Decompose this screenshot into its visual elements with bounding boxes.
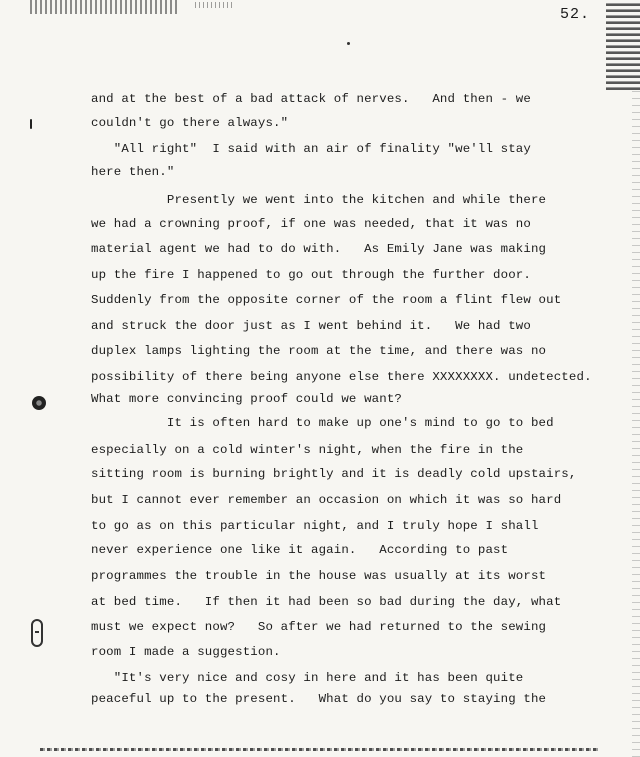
- text-line: especially on a cold winter's night, when the fire in the: [91, 443, 524, 457]
- text-line: room I made a suggestion.: [91, 645, 281, 659]
- text-line: peaceful up to the present. What do you say to staying the: [91, 692, 547, 706]
- scan-artifact-right-strip: [632, 90, 640, 757]
- text-line: Suddenly from the opposite corner of the room a flint flew out: [91, 293, 562, 307]
- text-line: here then.": [91, 165, 175, 179]
- text-line: must we expect now? So after we had returned to the sewing: [91, 620, 547, 634]
- binder-clip-mark: [31, 619, 43, 647]
- text-line: It is often hard to make up one's mind to go to bed: [91, 416, 554, 430]
- text-line: and struck the door just as I went behind it. We had two: [91, 319, 531, 333]
- text-line: material agent we had to do with. As Emily Jane was making: [91, 242, 547, 256]
- scan-artifact-bottom-edge: [40, 748, 600, 751]
- text-line: duplex lamps lighting the room at the time, and there was no: [91, 344, 547, 358]
- text-line: we had a crowning proof, if one was needed, that it was no: [91, 217, 531, 231]
- scan-artifact-top: [30, 0, 180, 14]
- text-line: at bed time. If then it had been so bad during the day, what: [91, 595, 562, 609]
- text-line: What more convincing proof could we want?: [91, 392, 403, 406]
- text-line: up the fire I happened to go out through the further door.: [91, 268, 531, 282]
- page-number: 52.: [560, 6, 591, 23]
- text-line: sitting room is burning brightly and it is deadly cold upstairs,: [91, 467, 577, 481]
- punch-hole-middle: [32, 396, 46, 410]
- text-line: never experience one like it again. According to past: [91, 543, 509, 557]
- text-line: "It's very nice and cosy in here and it has been quite: [91, 671, 524, 685]
- text-line: possibility of there being anyone else there XXXXXXXX. undetected.: [91, 370, 592, 384]
- text-line: Presently we went into the kitchen and while there: [91, 193, 547, 207]
- text-line: couldn't go there always.": [91, 116, 289, 130]
- text-line: programmes the trouble in the house was usually at its worst: [91, 569, 547, 583]
- text-line: "All right" I said with an air of finality "we'll stay: [91, 142, 531, 156]
- scan-artifact-top-small: [195, 2, 235, 8]
- text-line: to go as on this particular night, and I truly hope I shall: [91, 519, 539, 533]
- scan-speck: [347, 42, 350, 45]
- text-line: but I cannot ever remember an occasion on which it was so hard: [91, 493, 562, 507]
- margin-mark-top: [30, 119, 32, 129]
- scan-artifact-right-edge: [606, 0, 640, 90]
- text-line: and at the best of a bad attack of nerves. And then - we: [91, 92, 531, 106]
